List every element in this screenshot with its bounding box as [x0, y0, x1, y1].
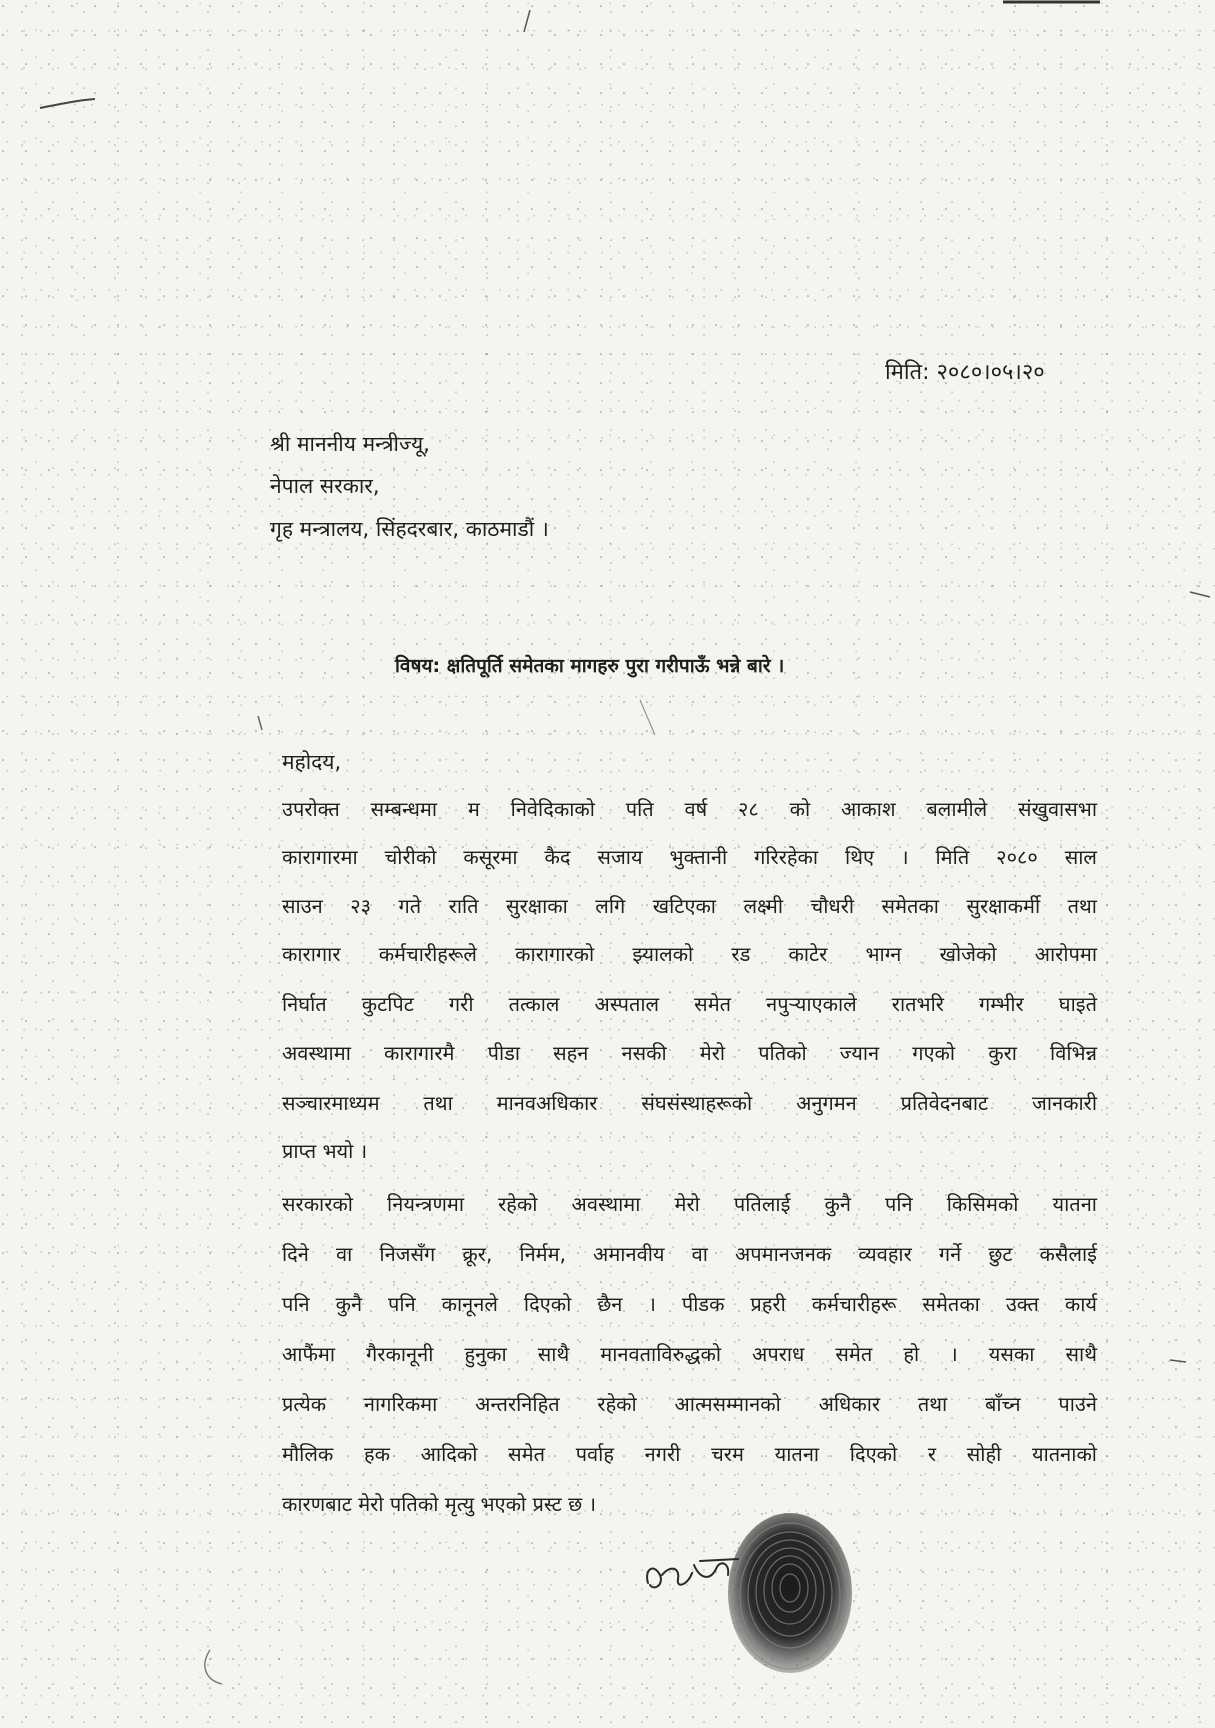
addressee-line-2: नेपाल सरकार, — [270, 474, 380, 498]
letter-subject: विषय: क्षतिपूर्ति समेतका मागहरु पुरा गरीपाऊँ भन्ने बारे । — [395, 655, 785, 677]
addressee-line-3: गृह मन्त्रालय, सिंहदरबार, काठमाडौं । — [270, 517, 549, 541]
paragraph-2-line: दिने वा निजसँग क्रूर, निर्मम, अमानवीय वा अपमानजनक व्यवहार गर्ने छुट कसैलाई — [282, 1242, 1097, 1266]
paragraph-1-line: उपरोक्त सम्बन्धमा म निवेदिकाको पति वर्ष २८ को आकाश बलामीले संखुवासभा — [282, 797, 1097, 821]
paragraph-1-line: साउन २३ गते राति सुरक्षाका लगि खटिएका लक्ष्मी चौधरी समेतका सुरक्षाकर्मी तथा — [282, 894, 1097, 918]
salutation: महोदय, — [282, 750, 342, 774]
paragraph-1-line: सञ्चारमाध्यम तथा मानवअधिकार संघसंस्थाहरूको अनुगमन प्रतिवेदनबाट जानकारी — [282, 1091, 1097, 1115]
paragraph-1-line: कारागारमा चोरीको कसूरमा कैद सजाय भुक्तानी गरिरहेका थिए । मिति २०८० साल — [282, 845, 1097, 869]
letter-date: मिति: २०८०।०५।२० — [885, 360, 1045, 385]
paragraph-2-line: सरकारको नियन्त्रणमा रहेको अवस्थामा मेरो पतिलाई कुनै पनि किसिमको यातना — [282, 1192, 1097, 1216]
paragraph-1-line: अवस्थामा कारागारमै पीडा सहन नसकी मेरो पतिको ज्यान गएको कुरा विभिन्न — [282, 1041, 1097, 1065]
addressee-line-1: श्री माननीय मन्त्रीज्यू, — [270, 432, 430, 456]
paragraph-2-line: पनि कुनै पनि कानूनले दिएको छैन । पीडक प्रहरी कर्मचारीहरू समेतका उक्त कार्य — [282, 1292, 1097, 1316]
paragraph-2-line: मौलिक हक आदिको समेत पर्वाह नगरी चरम यातना दिएको र सोही यातनाको — [282, 1442, 1097, 1466]
paragraph-1-line: निर्घात कुटपिट गरी तत्काल अस्पताल समेत नपुऱ्याएकाले रातभरि गम्भीर घाइते — [282, 992, 1097, 1016]
signature-icon — [640, 1545, 750, 1605]
paragraph-1-line: प्राप्त भयो । — [282, 1139, 368, 1163]
paragraph-1-line: कारागार कर्मचारीहरूले कारागारको झ्यालको रड काटेर भाग्न खोजेको आरोपमा — [282, 942, 1097, 966]
paragraph-2-line: आफैंमा गैरकानूनी हुनुका साथै मानवताविरुद्धको अपराध समेत हो । यसका साथै — [282, 1342, 1098, 1366]
paragraph-2-line: कारणबाट मेरो पतिको मृत्यु भएको प्रस्ट छ । — [282, 1492, 597, 1516]
paragraph-2-line: प्रत्येक नागरिकमा अन्तरनिहित रहेको आत्मसम्मानको अधिकार तथा बाँच्न पाउने — [282, 1392, 1097, 1416]
